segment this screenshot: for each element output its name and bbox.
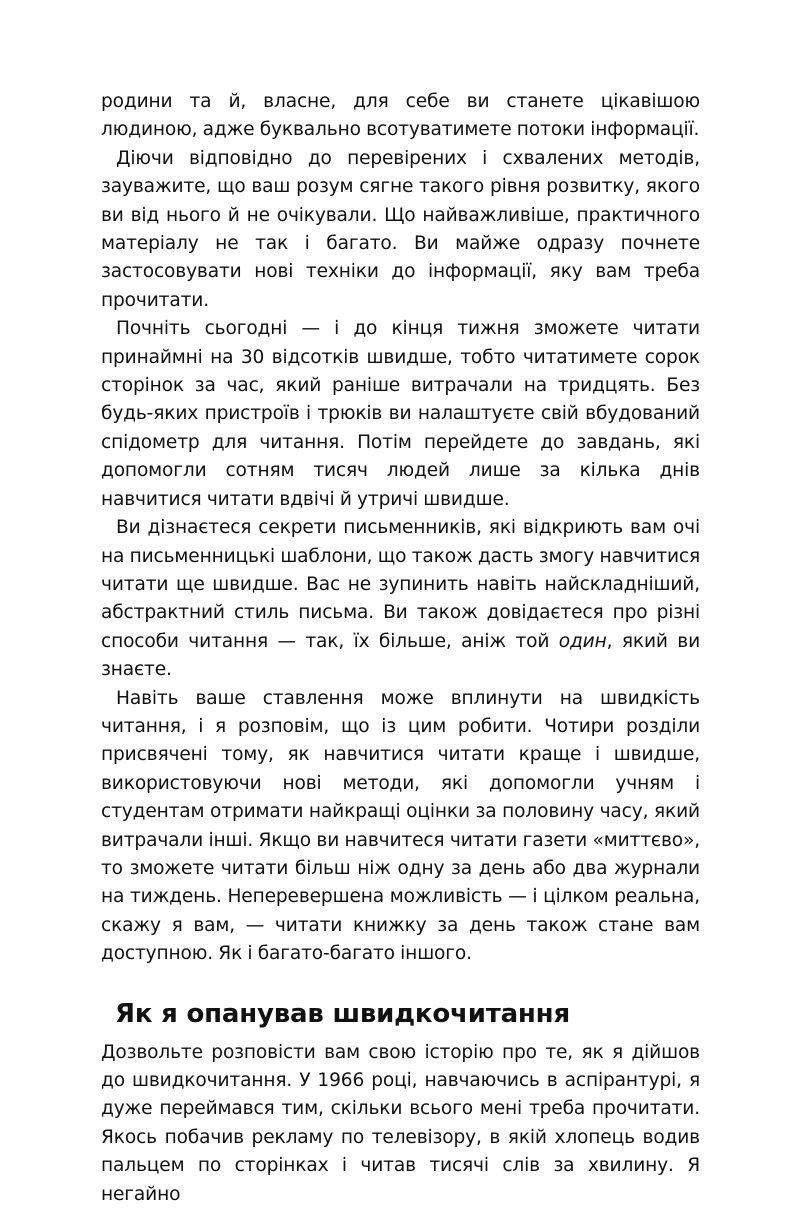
paragraph-text-before-emphasis: Ви дізнаєтеся секрети письменників, які відкриють вам очі на письменницькі шаблони, що також дасть змогу навчитися читати ще швидше. Вас не зупинить навіть найскладніший, абстрактний стиль письма. Ви також довідаєтеся про різні способи читання — так, їх більше, аніж той — [101, 517, 700, 652]
paragraph-writer-secrets — [101, 514, 700, 684]
emphasis-word: один — [558, 630, 607, 652]
section-heading: Як я опанував швидкочитання — [115, 998, 570, 1029]
paragraph-start-today: Почніть сьогодні — і до кінця тижня зможете читати принаймні на 30 відсотків швидше, тобто читатимете сорок сторінок за час, який раніше витрачали на тридцять. Без будь-яких пристроїв і трюків ви налаштуєте свій вбудований спідометр для читання. Потім перейдете до завдань, які допомогли сотням тисяч людей лише за кілька днів навчитися читати вдвічі й утричі швидше. — [101, 318, 700, 510]
paragraph-continued: родини та й, власне, для себе ви станете цікавішою людиною, адже буквально всотуватимете потоки інформації. — [101, 91, 700, 141]
book-page — [101, 88, 700, 1209]
paragraph-methods: Діючи відповідно до перевірених і схвалених методів, зауважите, що ваш розум сягне такого рівня розвитку, якого ви від нього й не очікували. Що найважливіше, практичного матеріалу не так і багато. Ви майже одразу почнете застосовувати нові техніки до інформації, яку вам треба прочитати. — [101, 147, 700, 311]
section-paragraph: Дозвольте розповісти вам свою історію про те, як я дійшов до швидкочитання. У 1966 році, навчаючись в аспірантурі, я дуже переймався тим, скільки всього мені треба прочитати. Якось побачив рекламу по телевізору, в якій хлопець водив пальцем по сторінках і читав тисячі слів за хвилину. Я негайно — [101, 1041, 700, 1205]
paragraph-text-after-emphasis: , який ви знаєте. — [101, 630, 701, 681]
paragraph-attitude: Навіть ваше ставлення може вплинути на швидкість читання, і я розповім, що із цим робити. Чотири розділи присвячені тому, як навчитися читати краще і швидше, використовуючи нові методи, які допомогли учням і студентам отримати найкращі оцінки за половину часу, який витрачали інші. Якщо ви навчитеся читати газети «миттєво», то зможете читати більш ніж одну за день або два журнали на тиждень. Неперевершена можливість — і цілком реальна, скажу я вам, — читати книжку за день також стане вам доступною. Як і багато-багато іншого. — [101, 687, 700, 965]
